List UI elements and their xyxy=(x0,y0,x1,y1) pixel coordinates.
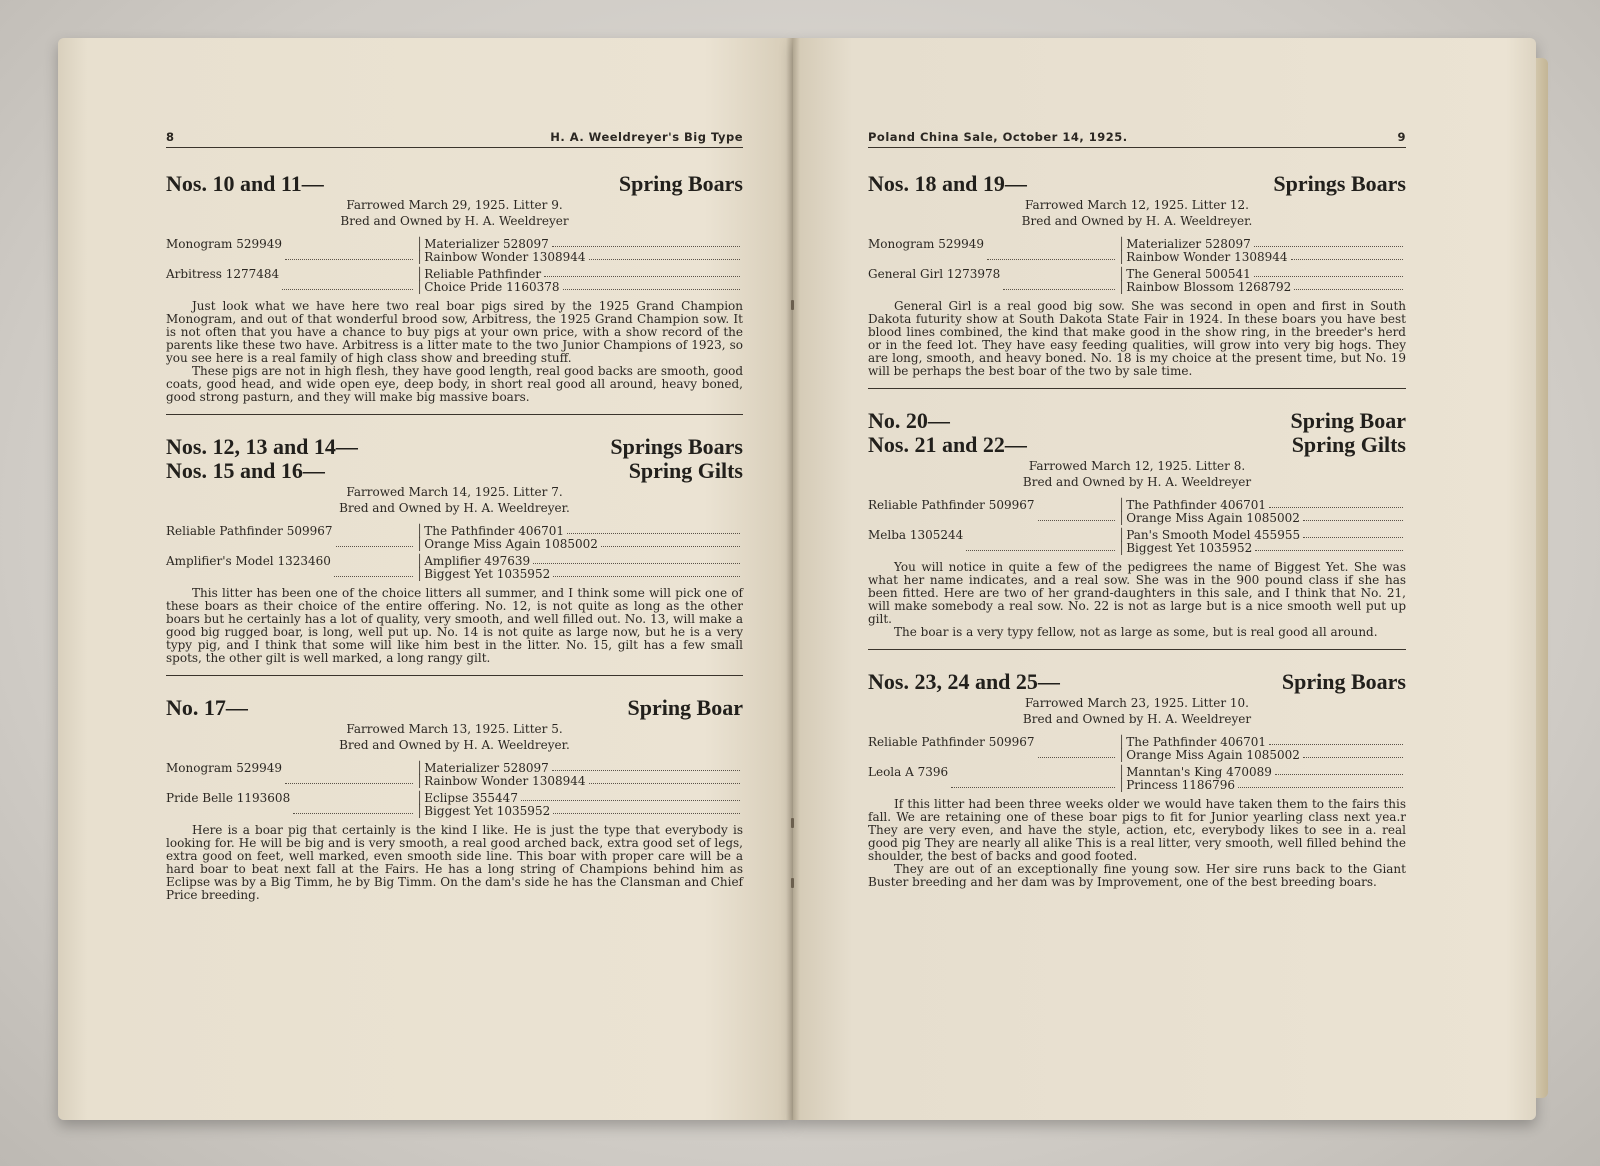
binding-stitch xyxy=(791,300,794,310)
binding-stitch xyxy=(791,818,794,828)
grandparent-name: │ Orange Miss Again 1085002 xyxy=(416,538,598,551)
parent-name: Leola A 7396 xyxy=(868,765,949,779)
lot-number-line: No. 20— xyxy=(868,408,950,433)
lot-kind-line: Spring Gilts xyxy=(628,458,743,483)
leader-dots xyxy=(1303,512,1403,521)
leader-dots xyxy=(533,555,740,564)
lot-kind-line: Spring Gilts xyxy=(1291,432,1406,457)
parent-name: Reliable Pathfinder 509967 xyxy=(868,498,1035,512)
leader-dots xyxy=(553,805,740,814)
leader-dots xyxy=(1003,268,1115,290)
leader-dots xyxy=(1038,499,1115,521)
grandparent-name: │ Rainbow Wonder 1308944 xyxy=(1118,251,1288,264)
listing-section xyxy=(166,172,743,404)
pedigree-parent xyxy=(868,238,1118,264)
parent-name: Amplifier's Model 1323460 xyxy=(166,554,331,568)
lot-kind xyxy=(1273,172,1406,196)
leader-dots xyxy=(334,555,413,577)
grandparent-name: │ Reliable Pathfinder xyxy=(416,268,541,281)
pedigree-row xyxy=(166,238,743,264)
pedigree-grandparents xyxy=(1118,766,1406,792)
parent-name: Monogram 529949 xyxy=(166,237,283,251)
description-paragraph: Here is a boar pig that certainly is the kind I like. He is just the type that everybody is looking for. He will be big and is very smooth, a real good arched back, extra good set of legs, extra good on feet, well marked, even smooth side line. This boar with proper care will be a hard boar to beat next fall at the Fairs. He has a long string of Champions behind him as Eclipse was by a Big Timm, he by Big Timm. On the dam's side he has the Clansman and Chief Price breeding. xyxy=(166,823,743,902)
lot-number-line: Nos. 10 and 11— xyxy=(166,171,324,196)
pedigree-grandparents xyxy=(416,555,743,581)
running-head xyxy=(166,130,743,148)
farrowed-info: Bred and Owned by H. A. Weeldreyer xyxy=(1022,712,1252,726)
grandparent-line xyxy=(416,251,743,264)
parent-name: Melba 1305244 xyxy=(868,528,964,542)
pedigree-row xyxy=(868,268,1406,294)
leader-dots xyxy=(1238,779,1403,788)
open-catalog-book xyxy=(58,38,1536,1120)
page-edge xyxy=(1536,58,1548,1098)
grandparent-line xyxy=(416,568,743,581)
pedigree-grandparents xyxy=(1118,499,1406,525)
grandparent-line xyxy=(416,281,743,294)
parent-name: Reliable Pathfinder 509967 xyxy=(868,735,1035,749)
pedigree-parent xyxy=(868,268,1118,294)
lot-number-line: Nos. 12, 13 and 14— xyxy=(166,434,358,459)
lot-kind-line: Spring Boars xyxy=(618,171,743,196)
lot-kind xyxy=(1282,670,1406,694)
parent-name: Pride Belle 1193608 xyxy=(166,791,291,805)
parent-name: Monogram 529949 xyxy=(166,761,283,775)
pedigree-parent xyxy=(166,268,416,294)
grandparent-name: │ Materializer 528097 xyxy=(416,762,549,775)
grandparent-name: │ The Pathfinder 406701 xyxy=(1118,736,1266,749)
grandparent-name: │ The Pathfinder 406701 xyxy=(1118,499,1266,512)
lot-kind-line: Springs Boars xyxy=(610,434,743,459)
pedigree-row xyxy=(868,238,1406,264)
leader-dots xyxy=(285,762,413,784)
pedigree-table xyxy=(166,762,743,818)
leader-dots xyxy=(966,529,1115,551)
pedigree-parent xyxy=(166,762,416,788)
parent-name: General Girl 1273978 xyxy=(868,267,1001,281)
pedigree-grandparents xyxy=(416,525,743,551)
grandparent-name: │ Biggest Yet 1035952 xyxy=(1118,542,1252,555)
description-paragraph: Just look what we have here two real boar pigs sired by the 1925 Grand Champion Monogram, and out of that wonderful brood sow, Arbitress, the 1925 Grand Champion sow. It is not often that you have a chance to buy pigs at your own price, with a show record of the parents like these two have. Arbitress is a litter mate to the two Junior Champions of 1923, so you see here is a real family of high class show and breeding stuff. xyxy=(166,299,743,365)
listing-section xyxy=(868,172,1406,378)
leader-dots xyxy=(1291,251,1403,260)
running-head-title: H. A. Weeldreyer's Big Type xyxy=(550,130,743,144)
leader-dots xyxy=(282,268,413,290)
pedigree-row xyxy=(868,499,1406,525)
parent-name: Arbitress 1277484 xyxy=(166,267,280,281)
lot-numbers xyxy=(868,409,1027,457)
grandparent-name: │ Biggest Yet 1035952 xyxy=(416,805,550,818)
grandparent-line xyxy=(1118,281,1406,294)
description-paragraph: The boar is a very typy fellow, not as large as some, but is real good all around. xyxy=(894,625,1378,639)
grandparent-name: │ Materializer 528097 xyxy=(1118,238,1251,251)
leader-dots xyxy=(1303,749,1403,758)
parent-name: Monogram 529949 xyxy=(868,237,985,251)
pedigree-row xyxy=(868,766,1406,792)
grandparent-name: │ Choice Pride 1160378 xyxy=(416,281,560,294)
pedigree-grandparents xyxy=(1118,238,1406,264)
leader-dots xyxy=(552,762,740,771)
right-page xyxy=(793,38,1536,1120)
section-divider xyxy=(166,675,743,676)
description-paragraph: They are out of an exceptionally fine young sow. Her sire runs back to the Giant Buster breeding and her dam was by Improvement, one of the best breeding boars. xyxy=(868,862,1406,889)
pedigree-grandparents xyxy=(416,238,743,264)
farrowed-info: Farrowed March 12, 1925. Litter 12. xyxy=(1025,198,1249,212)
description-paragraph: If this litter had been three weeks older we would have taken them to the fairs this fall. We are retaining one of these boar pigs to fit for Junior yearling class next yea.r They are very even, and have the style, action, etc, everybody likes to see in a. real good pig They are nearly all alike This is a real litter, very smooth, well filled behind the shoulder, the best of backs and good footed. xyxy=(868,797,1406,863)
grandparent-line xyxy=(1118,251,1406,264)
page-number: 8 xyxy=(166,130,175,144)
lot-kind-line: Spring Boar xyxy=(1290,408,1406,433)
section-heading xyxy=(166,435,743,483)
leader-dots xyxy=(987,238,1115,260)
leader-dots xyxy=(1255,542,1403,551)
farrowed-info: Bred and Owned by H. A. Weeldreyer. xyxy=(1021,214,1253,228)
running-head xyxy=(868,130,1406,148)
lot-kind-line: Spring Boars xyxy=(1281,669,1406,694)
leader-dots xyxy=(1294,281,1403,290)
leader-dots xyxy=(285,238,413,260)
grandparent-name: │ Rainbow Wonder 1308944 xyxy=(416,775,586,788)
pedigree-parent xyxy=(868,499,1118,525)
running-head-title: Poland China Sale, October 14, 1925. xyxy=(868,130,1128,144)
section-divider xyxy=(868,649,1406,650)
farrowed-info: Bred and Owned by H. A. Weeldreyer xyxy=(1022,475,1252,489)
pedigree-table xyxy=(166,525,743,581)
pedigree-parent xyxy=(166,555,416,581)
section-heading xyxy=(868,172,1406,196)
pedigree-table xyxy=(868,238,1406,294)
pedigree-row xyxy=(166,555,743,581)
grandparent-line xyxy=(416,805,743,818)
listing-section xyxy=(868,670,1406,889)
farrowed-info: Farrowed March 23, 1925. Litter 10. xyxy=(1025,696,1249,710)
leader-dots xyxy=(544,268,740,277)
lot-number-line: Nos. 18 and 19— xyxy=(868,171,1027,196)
leader-dots xyxy=(521,792,740,801)
leader-dots xyxy=(563,281,740,290)
section-heading xyxy=(868,409,1406,457)
leader-dots xyxy=(589,775,740,784)
lot-number-line: Nos. 21 and 22— xyxy=(868,432,1027,457)
lot-kind xyxy=(1290,409,1406,457)
farrowed-info: Farrowed March 12, 1925. Litter 8. xyxy=(1028,459,1246,473)
grandparent-line xyxy=(416,538,743,551)
leader-dots xyxy=(951,766,1115,788)
farrowed-info: Bred and Owned by H. A. Weeldreyer. xyxy=(339,501,570,515)
grandparent-name: │ The General 500541 xyxy=(1118,268,1251,281)
lot-number-line: No. 17— xyxy=(166,695,248,720)
pedigree-parent xyxy=(868,736,1118,762)
pedigree-parent xyxy=(868,766,1118,792)
pedigree-grandparents xyxy=(416,792,743,818)
leader-dots xyxy=(567,525,740,534)
left-page xyxy=(58,38,793,1120)
description-paragraph: You will notice in quite a few of the pedigrees the name of Biggest Yet. She was what her name indicates, and a real sow. She was in the 900 pound class if she has been fitted. Here are two of her grand-daughters in this sale, and I think that No. 21, will make somebody a real sow. No. 22 is not as large but is a nice smooth well put up gilt. xyxy=(868,560,1406,626)
section-divider xyxy=(868,388,1406,389)
lot-numbers xyxy=(166,172,324,196)
lot-numbers xyxy=(166,696,248,720)
description-paragraph: These pigs are not in high flesh, they have good length, real good backs are smooth, good coats, good head, and wide open eye, deep body, in short real good all around, heavy boned, good strong pasturn, and they will make big massive boars. xyxy=(166,364,743,404)
leader-dots xyxy=(336,525,413,547)
lot-numbers xyxy=(868,172,1027,196)
leader-dots xyxy=(601,538,740,547)
farrowed-info: Farrowed March 29, 1925. Litter 9. xyxy=(346,198,563,212)
grandparent-line xyxy=(1118,749,1406,762)
section-heading xyxy=(868,670,1406,694)
pedigree-grandparents xyxy=(1118,736,1406,762)
pedigree-grandparents xyxy=(416,762,743,788)
listing-section xyxy=(868,409,1406,639)
lot-numbers xyxy=(868,670,1060,694)
pedigree-grandparents xyxy=(1118,529,1406,555)
grandparent-name: │ Orange Miss Again 1085002 xyxy=(1118,749,1300,762)
leader-dots xyxy=(1269,499,1403,508)
parent-name: Reliable Pathfinder 509967 xyxy=(166,524,333,538)
leader-dots xyxy=(1303,529,1403,538)
grandparent-line xyxy=(1118,779,1406,792)
lot-kind xyxy=(619,172,743,196)
grandparent-name: │ Princess 1186796 xyxy=(1118,779,1235,792)
grandparent-name: │ The Pathfinder 406701 xyxy=(416,525,564,538)
grandparent-name: │ Eclipse 355447 xyxy=(416,792,518,805)
section-heading xyxy=(166,696,743,720)
pedigree-row xyxy=(868,529,1406,555)
leader-dots xyxy=(1254,268,1403,277)
leader-dots xyxy=(589,251,740,260)
pedigree-row xyxy=(166,762,743,788)
description-paragraph: This litter has been one of the choice litters all summer, and I think some will pick one of these boars as their choice of the entire offering. No. 12, is not quite as long as the other boars but he certainly has a lot of quality, very smooth, and well filled out. No. 13, will make a good big rugged boar, is long, well put up. No. 14 is not quite as large now, but he is a very typy pig, and I think that some will like him best in the litter. No. 15, gilt has a few small spots, the other gilt is well marked, a long rangy gilt. xyxy=(166,586,743,665)
farrowed-info: Farrowed March 13, 1925. Litter 5. xyxy=(346,722,563,736)
pedigree-grandparents xyxy=(416,268,743,294)
grandparent-line xyxy=(1118,512,1406,525)
lot-numbers xyxy=(166,435,358,483)
pedigree-parent xyxy=(166,792,416,818)
lot-kind-line: Springs Boars xyxy=(1273,171,1406,196)
leader-dots xyxy=(1275,766,1403,775)
leader-dots xyxy=(1254,238,1403,247)
lot-number-line: Nos. 15 and 16— xyxy=(166,458,325,483)
grandparent-name: │ Orange Miss Again 1085002 xyxy=(1118,512,1300,525)
pedigree-parent xyxy=(166,238,416,264)
farrowed-info: Bred and Owned by H. A. Weeldreyer xyxy=(340,214,569,228)
leader-dots xyxy=(553,568,740,577)
lot-kind xyxy=(610,435,743,483)
page-number: 9 xyxy=(1397,130,1406,144)
pedigree-parent xyxy=(166,525,416,551)
leader-dots xyxy=(552,238,740,247)
grandparent-name: │ Pan's Smooth Model 455955 xyxy=(1118,529,1300,542)
description-paragraph: General Girl is a real good big sow. She was second in open and first in South Dakota futurity show at South Dakota State Fair in 1924. In these boars you have best blood lines combined, the kind that make good in the show ring, in the breeder's herd or in the feed lot. They have easy feeding qualities, will grow into very big hogs. They are long, smooth, and heavy boned. No. 18 is my choice at the present time, but No. 19 will be perhaps the best boar of the two by sale time. xyxy=(868,299,1406,378)
grandparent-name: │ Amplifier 497639 xyxy=(416,555,530,568)
grandparent-name: │ Rainbow Blossom 1268792 xyxy=(1118,281,1291,294)
farrowed-info: Bred and Owned by H. A. Weeldreyer. xyxy=(339,738,570,752)
grandparent-name: │ Materializer 528097 xyxy=(416,238,549,251)
section-divider xyxy=(166,414,743,415)
leader-dots xyxy=(293,792,413,814)
lot-number-line: Nos. 23, 24 and 25— xyxy=(868,669,1060,694)
binding-stitch xyxy=(791,878,794,888)
pedigree-row xyxy=(166,792,743,818)
lot-kind xyxy=(627,696,743,720)
pedigree-table xyxy=(166,238,743,294)
pedigree-row xyxy=(166,268,743,294)
section-heading xyxy=(166,172,743,196)
pedigree-table xyxy=(868,736,1406,792)
pedigree-table xyxy=(868,499,1406,555)
pedigree-row xyxy=(868,736,1406,762)
grandparent-name: │ Biggest Yet 1035952 xyxy=(416,568,550,581)
listing-section xyxy=(166,696,743,902)
pedigree-row xyxy=(166,525,743,551)
grandparent-name: │ Manntan's King 470089 xyxy=(1118,766,1272,779)
pedigree-grandparents xyxy=(1118,268,1406,294)
book-spine xyxy=(786,38,800,1120)
grandparent-line xyxy=(416,775,743,788)
leader-dots xyxy=(1269,736,1403,745)
listing-section xyxy=(166,435,743,665)
pedigree-parent xyxy=(868,529,1118,555)
grandparent-line xyxy=(1118,542,1406,555)
farrowed-info: Farrowed March 14, 1925. Litter 7. xyxy=(346,485,563,499)
lot-kind-line: Spring Boar xyxy=(627,695,743,720)
leader-dots xyxy=(1038,736,1115,758)
grandparent-name: │ Rainbow Wonder 1308944 xyxy=(416,251,586,264)
